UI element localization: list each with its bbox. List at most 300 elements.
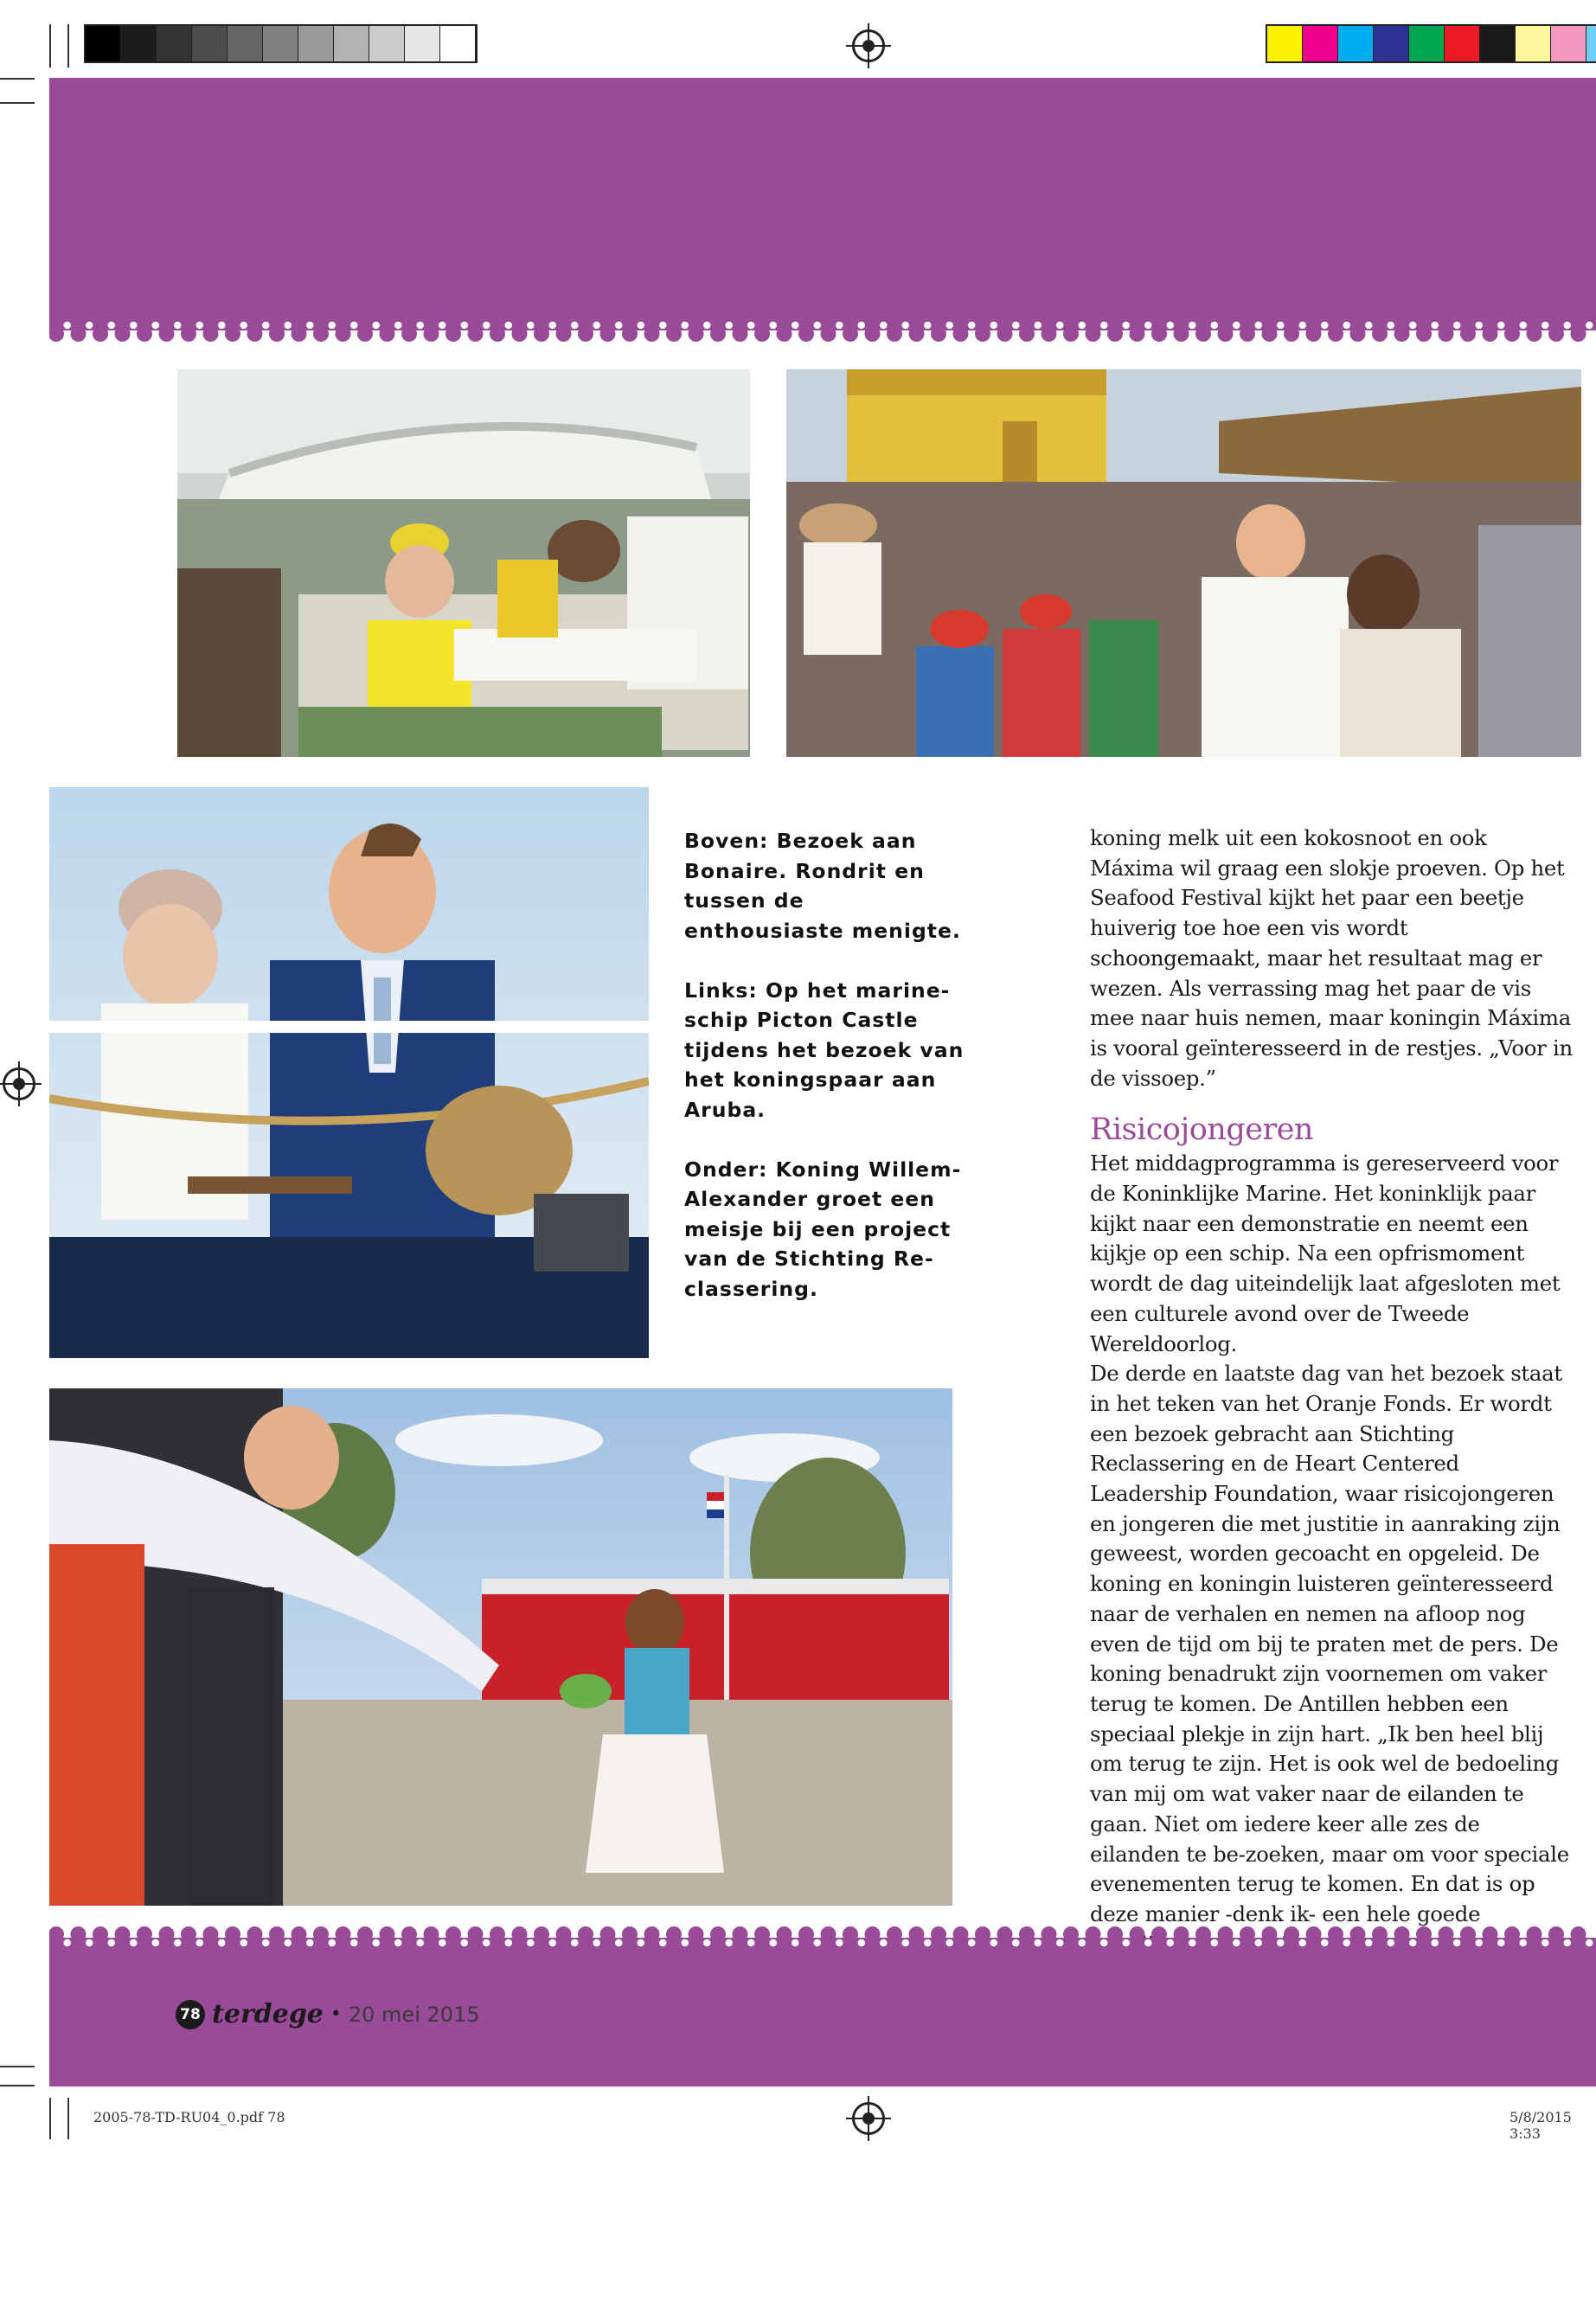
scallop-dot bbox=[1504, 326, 1520, 342]
scallop-dot bbox=[1151, 1926, 1167, 1942]
scallop-ring bbox=[63, 321, 72, 330]
scallop-ring bbox=[570, 321, 579, 330]
scallop-dot bbox=[666, 1926, 682, 1942]
photo-picton-castle bbox=[49, 787, 649, 1358]
scallop-dot bbox=[600, 326, 616, 342]
scallop-ring bbox=[1144, 1939, 1152, 1947]
scallop-ring bbox=[1519, 1939, 1528, 1947]
scallop-dot bbox=[1284, 326, 1299, 342]
scallop-ring bbox=[107, 321, 116, 330]
scallop-dot bbox=[909, 1926, 925, 1942]
scallop-dot bbox=[336, 1926, 351, 1942]
scallop-dot bbox=[931, 1926, 946, 1942]
scallop-ring bbox=[1519, 321, 1528, 330]
scallop-ring bbox=[129, 321, 138, 330]
scallop-ring bbox=[1232, 321, 1240, 330]
scallop-dot bbox=[1063, 326, 1079, 342]
scallop-dot bbox=[1306, 1926, 1322, 1942]
scallop-ring bbox=[990, 321, 998, 330]
scallop-dot bbox=[203, 1926, 219, 1942]
scallop-ring bbox=[240, 1939, 248, 1947]
page-number: 78 bbox=[176, 2000, 205, 2029]
scallop-dot bbox=[1107, 326, 1123, 342]
scallop-ring bbox=[1188, 321, 1196, 330]
scallop-ring bbox=[504, 321, 513, 330]
scallop-dot bbox=[1218, 1926, 1234, 1942]
scallop-dot bbox=[1130, 326, 1145, 342]
scallop-dot bbox=[689, 1926, 704, 1942]
caption-bottom: Onder: Koning Willem-Alexander groet een meisje bij een project van de Stichting Re-classering. bbox=[684, 1157, 962, 1301]
scallop-ring bbox=[504, 1939, 513, 1947]
scallop-dot bbox=[1174, 326, 1189, 342]
scallop-ring bbox=[1387, 1939, 1395, 1947]
scallop-ring bbox=[482, 321, 490, 330]
scallop-dot bbox=[1306, 326, 1322, 342]
scallop-ring bbox=[879, 1939, 888, 1947]
gray-swatch bbox=[298, 26, 334, 61]
scallop-ring bbox=[747, 321, 755, 330]
scallop-ring bbox=[747, 1939, 755, 1947]
scallop-ring bbox=[328, 321, 337, 330]
grayscale-control-strip bbox=[84, 24, 478, 63]
scallop-dot bbox=[424, 326, 439, 342]
scallop-dot bbox=[380, 326, 395, 342]
scallop-dot bbox=[115, 326, 131, 342]
gray-swatch bbox=[157, 26, 192, 61]
scallop-ring bbox=[879, 321, 888, 330]
scallop-dot bbox=[401, 1926, 417, 1942]
scallop-ring bbox=[1585, 1939, 1593, 1947]
scallop-ring bbox=[1563, 1939, 1572, 1947]
gray-swatch bbox=[405, 26, 440, 61]
scallop-dot bbox=[1019, 326, 1035, 342]
photo-caption bbox=[684, 826, 970, 1334]
scallop-dot bbox=[556, 1926, 572, 1942]
scallop-ring bbox=[1408, 321, 1417, 330]
scallop-dot bbox=[292, 326, 307, 342]
scallop-dot bbox=[512, 1926, 528, 1942]
scallop-dot bbox=[931, 326, 946, 342]
scallop-dot bbox=[137, 1926, 152, 1942]
scallop-ring bbox=[1343, 1939, 1351, 1947]
scallop-ring bbox=[769, 321, 778, 330]
scallop-ring bbox=[614, 321, 623, 330]
scallop-ring bbox=[769, 1939, 778, 1947]
scallop-ring bbox=[349, 321, 358, 330]
scallop-dot bbox=[1042, 1926, 1057, 1942]
scallop-ring bbox=[305, 1939, 314, 1947]
scallop-dot bbox=[1130, 1926, 1145, 1942]
scallop-ring bbox=[416, 1939, 425, 1947]
photo-bonaire-crowd bbox=[786, 369, 1581, 757]
scallop-ring bbox=[681, 1939, 689, 1947]
scallop-dot bbox=[1195, 1926, 1211, 1942]
scallop-dot bbox=[1394, 326, 1410, 342]
crop-mark-left-h4 bbox=[0, 2085, 35, 2086]
scallop-ring bbox=[681, 321, 689, 330]
scallop-ring bbox=[1011, 1939, 1020, 1947]
scallop-ring bbox=[658, 321, 667, 330]
scallop-dot bbox=[975, 326, 990, 342]
scallop-dot bbox=[292, 1926, 307, 1942]
scallop-ring bbox=[945, 1939, 954, 1947]
scallop-ring bbox=[284, 1939, 292, 1947]
scallop-dot bbox=[821, 1926, 836, 1942]
scallop-dot bbox=[490, 1926, 505, 1942]
scallop-ring bbox=[967, 321, 976, 330]
scallop-dot bbox=[1483, 1926, 1498, 1942]
scallop-ring bbox=[967, 1939, 976, 1947]
scallop-ring bbox=[85, 1939, 93, 1947]
scallop-dot bbox=[689, 326, 704, 342]
scallop-dot bbox=[997, 326, 1013, 342]
scallop-dot bbox=[1019, 1926, 1035, 1942]
scallop-dot bbox=[1151, 326, 1167, 342]
scallop-ring bbox=[349, 1939, 358, 1947]
scallop-ring bbox=[195, 321, 204, 330]
scallop-ring bbox=[240, 321, 248, 330]
scallop-ring bbox=[901, 321, 910, 330]
scallop-ring bbox=[548, 321, 557, 330]
scallop-ring bbox=[813, 1939, 822, 1947]
scallop-ring bbox=[1254, 321, 1263, 330]
scallop-ring bbox=[526, 321, 535, 330]
scallop-dot bbox=[225, 1926, 240, 1942]
color-swatch bbox=[1409, 26, 1445, 61]
scallop-ring bbox=[173, 1939, 182, 1947]
gray-swatch bbox=[263, 26, 298, 61]
scallop-ring bbox=[1122, 1939, 1131, 1947]
scallop-dot bbox=[1394, 1926, 1410, 1942]
scallop-ring bbox=[835, 1939, 843, 1947]
scallop-dot bbox=[1240, 1926, 1255, 1942]
scallop-ring bbox=[570, 1939, 579, 1947]
scallop-dot bbox=[754, 1926, 770, 1942]
scallop-ring bbox=[438, 1939, 446, 1947]
scallop-ring bbox=[658, 1939, 667, 1947]
scallop-ring bbox=[217, 1939, 226, 1947]
scallop-dot bbox=[666, 326, 682, 342]
color-swatch bbox=[1516, 26, 1551, 61]
scallop-ring bbox=[1122, 321, 1131, 330]
scallop-dot bbox=[1460, 1926, 1476, 1942]
color-control-strip bbox=[1266, 24, 1596, 63]
scallop-ring bbox=[1078, 1939, 1086, 1947]
scallop-ring bbox=[1078, 321, 1086, 330]
scallop-ring bbox=[1011, 321, 1020, 330]
scallop-ring bbox=[1431, 1939, 1439, 1947]
scallop-ring bbox=[945, 321, 954, 330]
scallop-dot bbox=[424, 1926, 439, 1942]
scallop-dot bbox=[468, 326, 484, 342]
scallop-dot bbox=[953, 1926, 969, 1942]
scallop-ring bbox=[1452, 1939, 1461, 1947]
scallop-dot bbox=[975, 1926, 990, 1942]
scallop-dot bbox=[710, 1926, 726, 1942]
magazine-logo: terdege bbox=[212, 1999, 324, 2029]
scallop-ring bbox=[1034, 321, 1042, 330]
scallop-ring bbox=[1055, 321, 1064, 330]
scallop-dot bbox=[909, 326, 925, 342]
scallop-ring bbox=[195, 1939, 204, 1947]
scallop-dot bbox=[1350, 326, 1366, 342]
scallop-dot bbox=[336, 326, 351, 342]
scallop-dot bbox=[1571, 1926, 1586, 1942]
scallop-dot bbox=[1372, 326, 1388, 342]
photo-king-greets-girl bbox=[49, 1388, 952, 1906]
scallop-dot bbox=[1372, 1926, 1388, 1942]
scallop-dot bbox=[313, 1926, 329, 1942]
scallop-ring bbox=[637, 321, 645, 330]
scallop-dot bbox=[1174, 1926, 1189, 1942]
scallop-dot bbox=[843, 326, 858, 342]
scallop-ring bbox=[1475, 1939, 1484, 1947]
scallop-ring bbox=[593, 321, 601, 330]
scallop-ring bbox=[1144, 321, 1152, 330]
scallop-ring bbox=[151, 1939, 160, 1947]
scallop-ring bbox=[1343, 321, 1351, 330]
scallop-dot bbox=[247, 326, 263, 342]
folio bbox=[176, 1999, 480, 2029]
scallop-dot bbox=[821, 326, 836, 342]
scallop-dot bbox=[1527, 326, 1542, 342]
scallop-dot bbox=[777, 1926, 792, 1942]
article-paragraph-3: De derde en laatste dag van het bezoek staat in het teken van het Oranje Fonds. Er wordt een bezoek gebracht aan Stichting Reclassering en de Heart Centered Leadership Foundation, waar risicojongeren en jongeren die met justitie in aanraking zijn geweest, worden gecoacht en opgeleid. De koning en koningin luisteren geïnteresseerd naar de verhalen en nemen na afloop nog even de tijd om bij te praten met de pers. De koning benadrukt zijn voornemen om vaker terug te komen. De Antillen hebben een speciaal plekje in zijn hart. „Ik ben heel blij om terug te zijn. Het is ook wel de bedoeling van mij om wat vaker naar de eilanden te gaan. Niet om iedere keer alle zes de eilanden te be-zoeken, maar om voor speciale evenementen terug te komen. En dat is op deze manier -denk ik- een hele goede bbox=[1090, 1361, 1569, 1926]
scallop-dot bbox=[644, 1926, 660, 1942]
slug-file: 2005-78-TD-RU04_0.pdf 78 bbox=[93, 2109, 285, 2125]
scallop-ring bbox=[217, 321, 226, 330]
scallop-ring bbox=[901, 1939, 910, 1947]
gray-swatch bbox=[121, 26, 157, 61]
gray-swatch bbox=[440, 26, 476, 61]
scallop-ring bbox=[261, 321, 270, 330]
registration-mark-top bbox=[852, 29, 885, 62]
crop-mark-left-h2 bbox=[0, 102, 35, 104]
crop-mark-bottom-left-v1 bbox=[49, 2098, 51, 2139]
scallop-ring bbox=[1452, 321, 1461, 330]
scallop-dot bbox=[1416, 326, 1432, 342]
scallop-dot bbox=[865, 326, 881, 342]
crop-mark-left-h1 bbox=[0, 78, 35, 80]
scallop-dot bbox=[1240, 326, 1255, 342]
scallop-ring bbox=[328, 1939, 337, 1947]
color-swatch bbox=[1267, 26, 1303, 61]
scallop-dot bbox=[357, 326, 373, 342]
scallop-dot bbox=[1107, 1926, 1123, 1942]
scallop-dot bbox=[953, 326, 969, 342]
scallop-dot bbox=[710, 326, 726, 342]
crop-mark-bottom-left-v2 bbox=[67, 2098, 69, 2139]
scallop-ring bbox=[857, 321, 866, 330]
scallop-dot bbox=[1350, 1926, 1366, 1942]
scallop-dot bbox=[313, 326, 329, 342]
scallop-ring bbox=[791, 321, 799, 330]
scallop-ring bbox=[1364, 1939, 1373, 1947]
scallop-ring bbox=[107, 1939, 116, 1947]
scallop-ring bbox=[725, 1939, 734, 1947]
scallop-dot bbox=[380, 1926, 395, 1942]
color-swatch bbox=[1586, 26, 1596, 61]
color-swatch bbox=[1374, 26, 1409, 61]
scallop-ring bbox=[923, 1939, 932, 1947]
scallop-dot bbox=[1218, 326, 1234, 342]
scallop-ring bbox=[548, 1939, 557, 1947]
scallop-dot bbox=[1527, 1926, 1542, 1942]
scallop-dot bbox=[1262, 1926, 1278, 1942]
scallop-ring bbox=[173, 321, 182, 330]
scallop-dot bbox=[445, 326, 461, 342]
scallop-ring bbox=[85, 321, 93, 330]
scallop-ring bbox=[1055, 1939, 1064, 1947]
article-body bbox=[1090, 824, 1574, 1959]
color-swatch bbox=[1551, 26, 1586, 61]
scallop-dot bbox=[357, 1926, 373, 1942]
scallop-dot bbox=[733, 326, 748, 342]
scallop-dot bbox=[534, 326, 549, 342]
scallop-dot bbox=[468, 1926, 484, 1942]
scallop-ring bbox=[482, 1939, 490, 1947]
scallop-dot bbox=[71, 326, 87, 342]
scallop-dot bbox=[644, 326, 660, 342]
scallop-dot bbox=[843, 1926, 858, 1942]
header-band bbox=[49, 78, 1596, 316]
scallop-dot bbox=[1195, 326, 1211, 342]
scallop-dot bbox=[181, 326, 196, 342]
scallop-ring bbox=[1166, 321, 1175, 330]
gray-swatch bbox=[192, 26, 228, 61]
scallop-dot bbox=[1460, 326, 1476, 342]
scallop-ring bbox=[1431, 321, 1439, 330]
scallop-dot bbox=[269, 1926, 285, 1942]
scallop-ring bbox=[460, 321, 469, 330]
scallop-dot bbox=[997, 1926, 1013, 1942]
scallop-ring bbox=[372, 1939, 381, 1947]
scallop-dot bbox=[401, 326, 417, 342]
folio-separator: • bbox=[330, 2003, 342, 2025]
crop-mark-top-left-v1 bbox=[49, 24, 51, 67]
scallop-ring bbox=[702, 1939, 711, 1947]
scallop-ring bbox=[1497, 1939, 1505, 1947]
article-paragraph-2: Het middagprogramma is gereserveerd voor de Koninklijke Marine. Het koninklijk paar kijkt naar een demonstratie en neemt een kijkje op een schip. Na een opfrismoment wordt de dag uiteindelijk laat afgesloten met een culturele avond over de Tweede Wereldoorlog. bbox=[1090, 1150, 1561, 1356]
scallop-ring bbox=[835, 321, 843, 330]
scallop-dot bbox=[159, 1926, 175, 1942]
scallop-ring bbox=[1188, 1939, 1196, 1947]
scallop-ring bbox=[63, 1939, 72, 1947]
crop-mark-top-left-v2 bbox=[67, 24, 69, 67]
scallop-ring bbox=[1210, 321, 1219, 330]
scallop-dot bbox=[798, 1926, 814, 1942]
scallop-ring bbox=[857, 1939, 866, 1947]
crop-mark-left-h3 bbox=[0, 2066, 35, 2067]
scallop-dot bbox=[556, 326, 572, 342]
scallop-ring bbox=[791, 1939, 799, 1947]
scallop-ring bbox=[990, 1939, 998, 1947]
scallop-ring bbox=[416, 321, 425, 330]
scallop-dot bbox=[181, 1926, 196, 1942]
scallop-ring bbox=[261, 1939, 270, 1947]
scallop-ring bbox=[1254, 1939, 1263, 1947]
section-heading: Risicojongeren bbox=[1090, 1112, 1313, 1148]
scallop-dot bbox=[777, 326, 792, 342]
scallop-ring bbox=[1034, 1939, 1042, 1947]
scallop-dot bbox=[1086, 326, 1101, 342]
scallop-ring bbox=[1276, 321, 1285, 330]
scallop-ring bbox=[1563, 321, 1572, 330]
scallop-dot bbox=[115, 1926, 131, 1942]
scallop-dot bbox=[1328, 1926, 1343, 1942]
scallop-dot bbox=[622, 326, 638, 342]
scallop-ring bbox=[593, 1939, 601, 1947]
scallop-dot bbox=[578, 326, 593, 342]
scallop-ring bbox=[1320, 321, 1329, 330]
gray-swatch bbox=[334, 26, 369, 61]
scallop-ring bbox=[1232, 1939, 1240, 1947]
slug-timestamp: 5/8/2015 3:33 bbox=[1509, 2109, 1572, 2142]
scallop-dot bbox=[1548, 326, 1564, 342]
photo-bonaire-car-ride bbox=[177, 369, 750, 757]
scallop-border-top bbox=[49, 311, 1596, 346]
scallop-dot bbox=[534, 1926, 549, 1942]
scallop-ring bbox=[129, 1939, 138, 1947]
scallop-dot bbox=[93, 326, 108, 342]
scallop-ring bbox=[1210, 1939, 1219, 1947]
scallop-ring bbox=[394, 321, 402, 330]
scallop-ring bbox=[1276, 1939, 1285, 1947]
scallop-ring bbox=[460, 1939, 469, 1947]
scallop-dot bbox=[247, 1926, 263, 1942]
scallop-ring bbox=[1298, 321, 1307, 330]
scallop-dot bbox=[512, 326, 528, 342]
scallop-ring bbox=[1585, 321, 1593, 330]
scallop-dot bbox=[754, 326, 770, 342]
scallop-ring bbox=[702, 321, 711, 330]
scallop-ring bbox=[1099, 1939, 1108, 1947]
scallop-dot bbox=[445, 1926, 461, 1942]
scallop-dot bbox=[1548, 1926, 1564, 1942]
scallop-dot bbox=[1086, 1926, 1101, 1942]
scallop-ring bbox=[1541, 321, 1549, 330]
scallop-ring bbox=[151, 321, 160, 330]
caption-top: Boven: Bezoek aan Bonaire. Rondrit en tussen de enthousiaste menigte. bbox=[684, 829, 961, 943]
scallop-dot bbox=[159, 326, 175, 342]
scallop-border-bottom bbox=[49, 1922, 1596, 1957]
issue-date: 20 mei 2015 bbox=[348, 2002, 480, 2027]
registration-mark-left bbox=[3, 1067, 35, 1100]
color-swatch bbox=[1445, 26, 1480, 61]
scallop-dot bbox=[1439, 1926, 1454, 1942]
color-swatch bbox=[1480, 26, 1516, 61]
scallop-ring bbox=[1099, 321, 1108, 330]
scallop-dot bbox=[1439, 326, 1454, 342]
scallop-ring bbox=[1497, 321, 1505, 330]
gray-swatch bbox=[369, 26, 405, 61]
scallop-ring bbox=[1320, 1939, 1329, 1947]
gray-swatch bbox=[86, 26, 121, 61]
scallop-dot bbox=[733, 1926, 748, 1942]
scallop-dot bbox=[71, 1926, 87, 1942]
scallop-dot bbox=[1571, 326, 1586, 342]
scallop-ring bbox=[284, 321, 292, 330]
scallop-dot bbox=[1042, 326, 1057, 342]
scallop-dot bbox=[1416, 1926, 1432, 1942]
scallop-dot bbox=[93, 1926, 108, 1942]
scallop-ring bbox=[372, 321, 381, 330]
scallop-dot bbox=[578, 1926, 593, 1942]
scallop-ring bbox=[813, 321, 822, 330]
scallop-ring bbox=[1364, 321, 1373, 330]
scallop-dot bbox=[490, 326, 505, 342]
scallop-dot bbox=[137, 326, 152, 342]
